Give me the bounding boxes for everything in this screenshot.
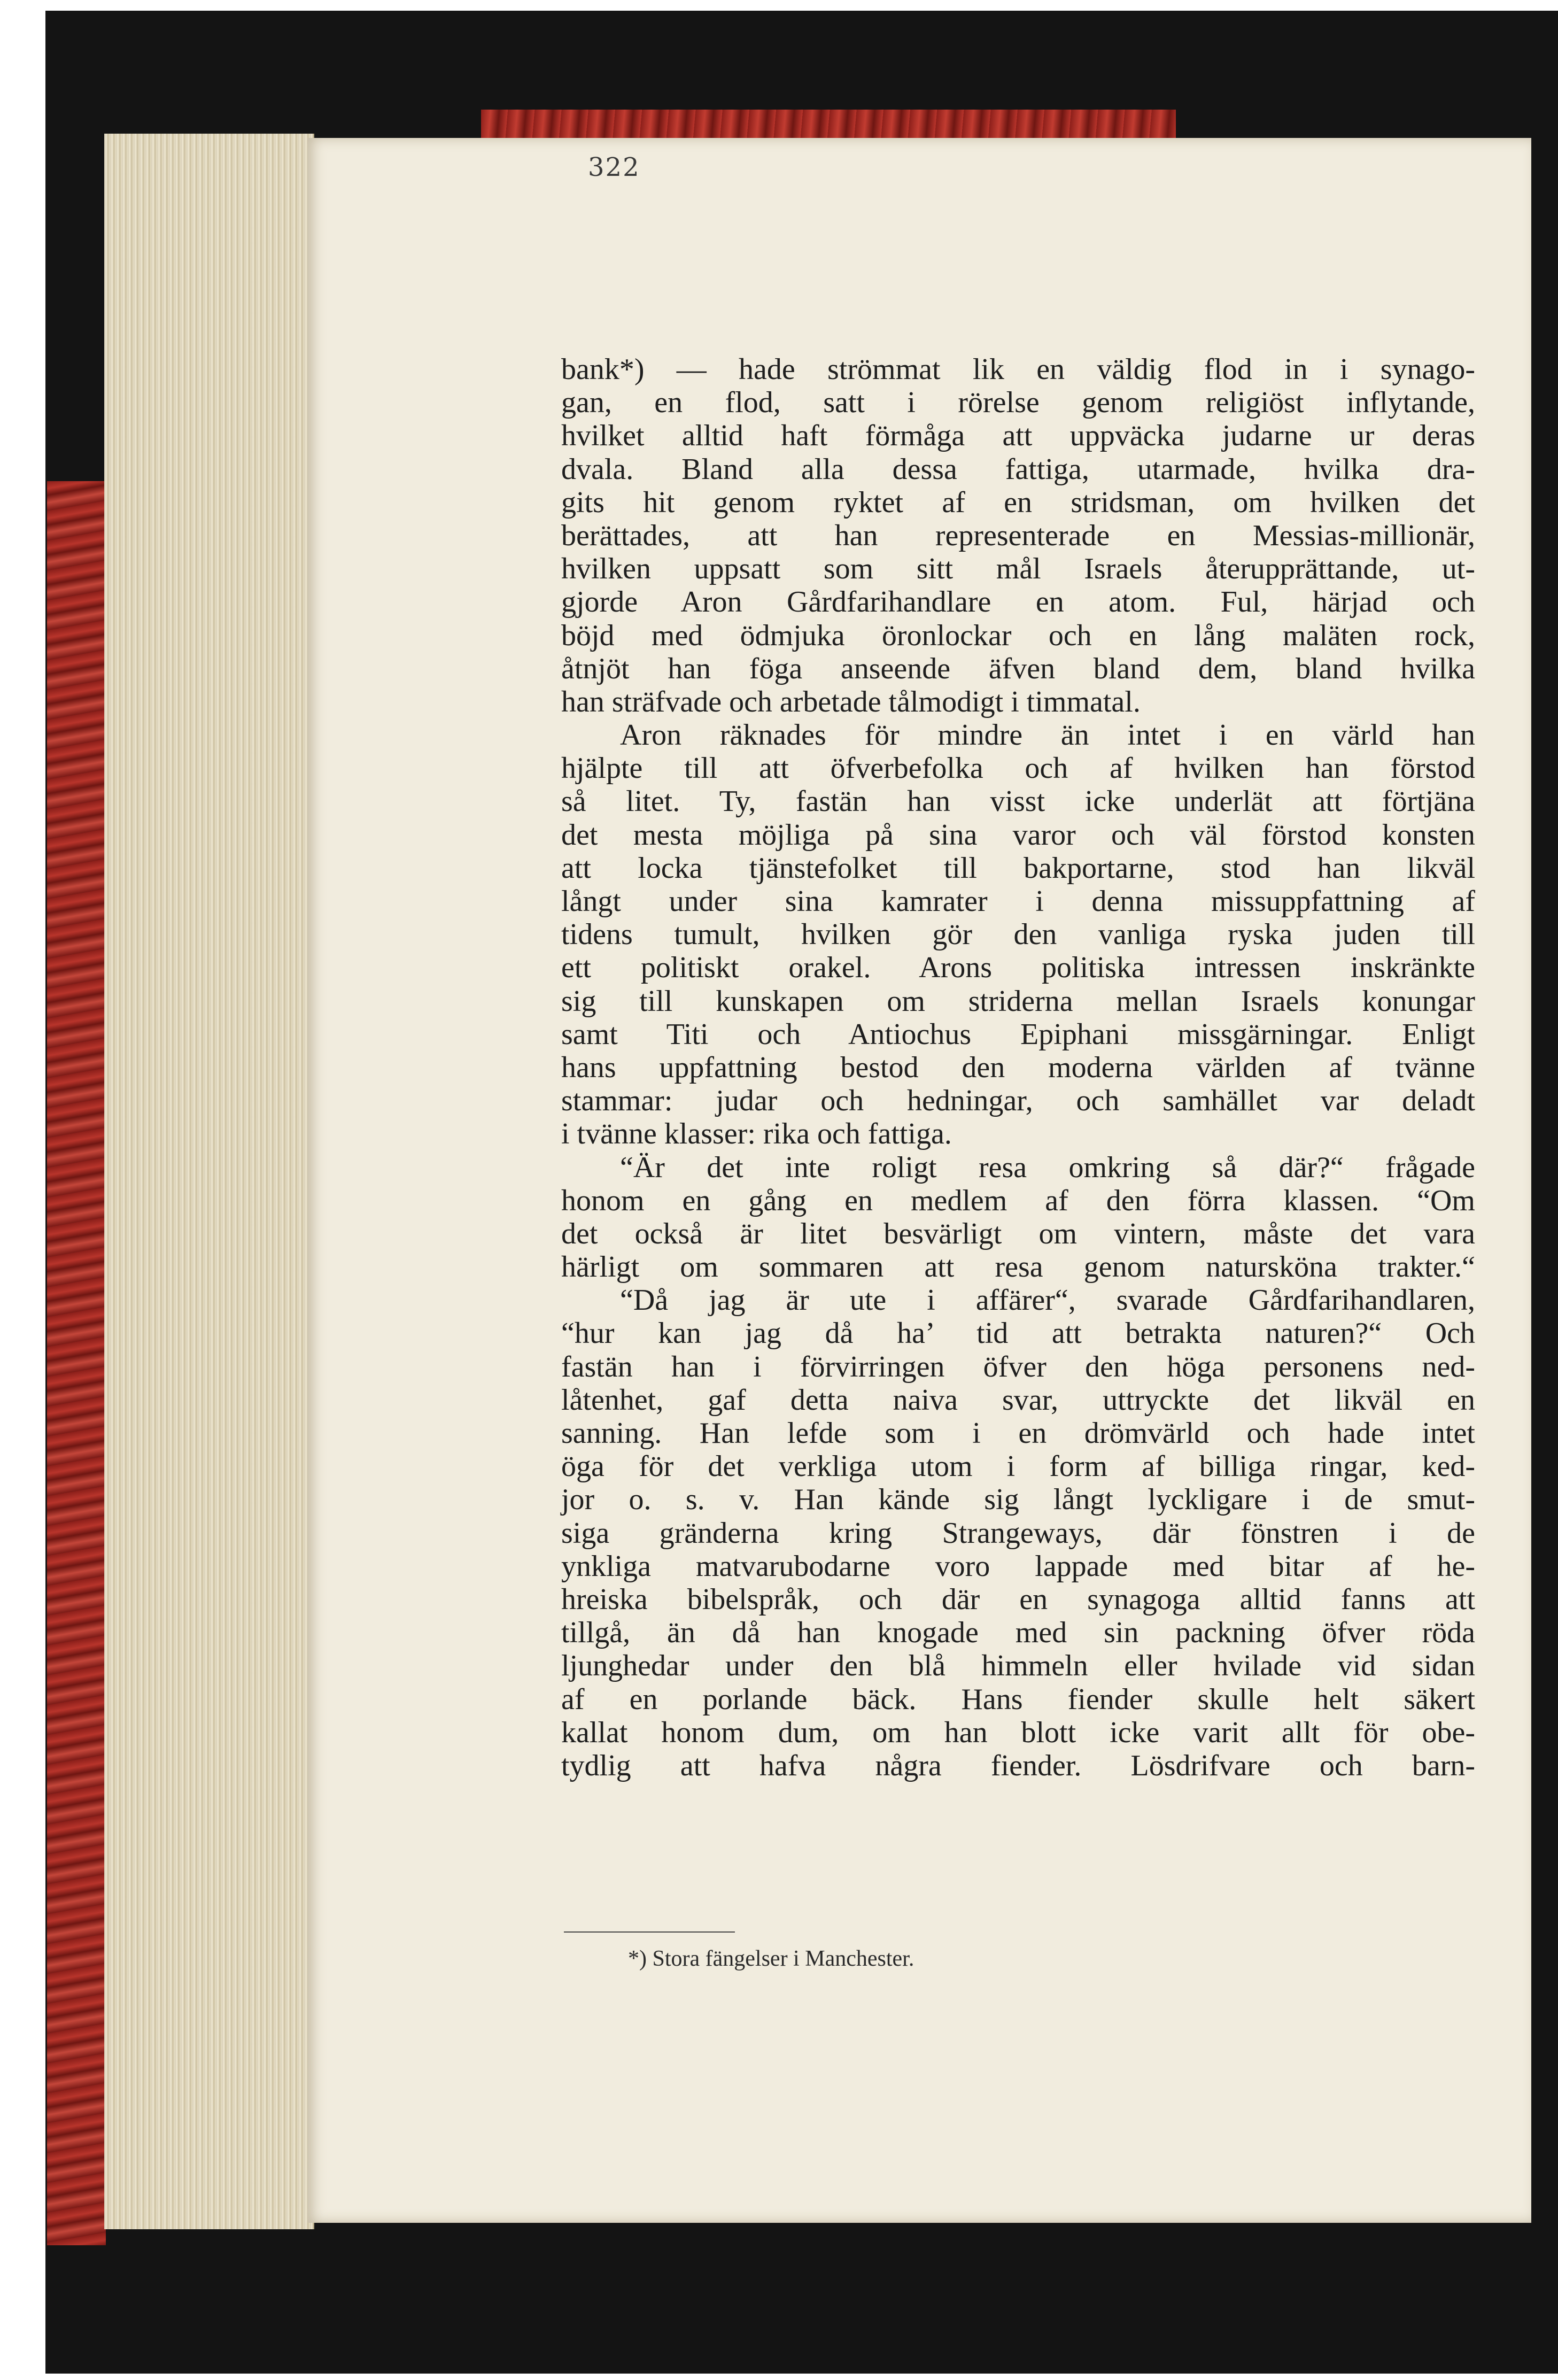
text-line: att locka tjänstefolket till bakportarne, stod han likväl — [561, 851, 1475, 885]
text-line: ett politiskt orakel. Arons politiska intressen inskränkte — [561, 951, 1475, 985]
text-line: “hur kan jag då ha’ tid att betrakta naturen?“ Och — [561, 1317, 1475, 1350]
text-line: “Är det inte roligt resa omkring så där?“ frågade — [620, 1150, 1475, 1184]
text-line: stammar: judar och hedningar, och samhället var deladt — [561, 1084, 1475, 1118]
page-block-edges — [104, 134, 314, 2229]
text-line: “Då jag är ute i affärer“, svarade Gårdfarihandlaren, — [620, 1284, 1475, 1317]
text-line: berättades, att han representerade en Messias-millionär, — [561, 519, 1475, 552]
text-line: tillgå, än då han knogade med sin packning öfver röda — [561, 1616, 1475, 1650]
text-line: ynkliga matvarubodarne voro lappade med bitar af he- — [561, 1549, 1475, 1583]
marbled-spine-edge — [47, 481, 106, 2245]
text-line: af en porlande bäck. Hans fiender skulle helt säkert — [561, 1682, 1475, 1716]
text-line: han sträfvade och arbetade tålmodigt i timmatal. — [561, 685, 1141, 718]
text-line: sig till kunskapen om striderna mellan Israels konungar — [561, 984, 1475, 1018]
footnote: *) Stora fängelser i Manchester. — [628, 1946, 914, 1971]
text-line: hvilket alltid haft förmåga att uppväcka judarne ur deras — [561, 419, 1475, 453]
text-line: gan, en flod, satt i rörelse genom religiöst inflytande, — [561, 386, 1475, 420]
text-line: kallat honom dum, om han blott icke varit allt för obe- — [561, 1716, 1475, 1749]
text-line: det mesta möjliga på sina varor och väl förstod konsten — [561, 818, 1475, 852]
text-line: böjd med ödmjuka öronlockar och en lång maläten rock, — [561, 619, 1475, 652]
text-line: Aron räknades för mindre än intet i en värld han — [620, 718, 1475, 752]
text-line: siga gränderna kring Strangeways, där fönstren i de — [561, 1516, 1475, 1550]
body-text — [561, 353, 1475, 1782]
text-line: hreiska bibelspråk, och där en synagoga alltid fanns att — [561, 1582, 1475, 1616]
text-line: det också är litet besvärligt om vintern, måste det vara — [561, 1217, 1475, 1250]
text-line: långt under sina kamrater i denna missuppfattning af — [561, 885, 1475, 918]
text-line: låtenhet, gaf detta naiva svar, uttryckte det likväl en — [561, 1383, 1475, 1417]
page-number: 322 — [588, 152, 640, 182]
text-line: honom en gång en medlem af den förra klassen. “Om — [561, 1184, 1475, 1217]
text-line: fastän han i förvirringen öfver den höga personens ned- — [561, 1350, 1475, 1384]
footnote-rule — [564, 1931, 735, 1933]
text-line: ljunghedar under den blå himmeln eller hvilade vid sidan — [561, 1649, 1475, 1683]
text-line: sanning. Han lefde som i en drömvärld och hade intet — [561, 1417, 1475, 1450]
text-line: så litet. Ty, fastän han visst icke underlät att förtjäna — [561, 785, 1475, 818]
text-line: härligt om sommaren att resa genom natursköna trakter.“ — [561, 1250, 1475, 1284]
text-line: jor o. s. v. Han kände sig långt lyckligare i de smut- — [561, 1483, 1475, 1517]
text-line: dvala. Bland alla dessa fattiga, utarmade, hvilka dra- — [561, 452, 1475, 486]
text-line: tidens tumult, hvilken gör den vanliga ryska juden till — [561, 918, 1475, 952]
text-line: hjälpte till att öfverbefolka och af hvilken han förstod — [561, 752, 1475, 785]
text-line: tydlig att hafva några fiender. Lösdrifvare och barn- — [561, 1749, 1475, 1782]
text-line: bank*) — hade strömmat lik en väldig flod in i synago- — [561, 353, 1475, 386]
text-line: hans uppfattning bestod den moderna världen af tvänne — [561, 1050, 1475, 1084]
text-line: öga för det verkliga utom i form af billiga ringar, ked- — [561, 1450, 1475, 1483]
text-line: i tvänne klasser: rika och fattiga. — [561, 1117, 952, 1151]
text-line: gjorde Aron Gårdfarihandlare en atom. Ful, härjad och — [561, 585, 1475, 619]
text-line: hvilken uppsatt som sitt mål Israels återupprättande, ut- — [561, 552, 1475, 586]
text-line: åtnjöt han föga anseende äfven bland dem, bland hvilka — [561, 652, 1475, 685]
text-line: gits hit genom ryktet af en stridsman, om hvilken det — [561, 485, 1475, 519]
text-line: samt Titi och Antiochus Epiphani missgärningar. Enligt — [561, 1017, 1475, 1051]
